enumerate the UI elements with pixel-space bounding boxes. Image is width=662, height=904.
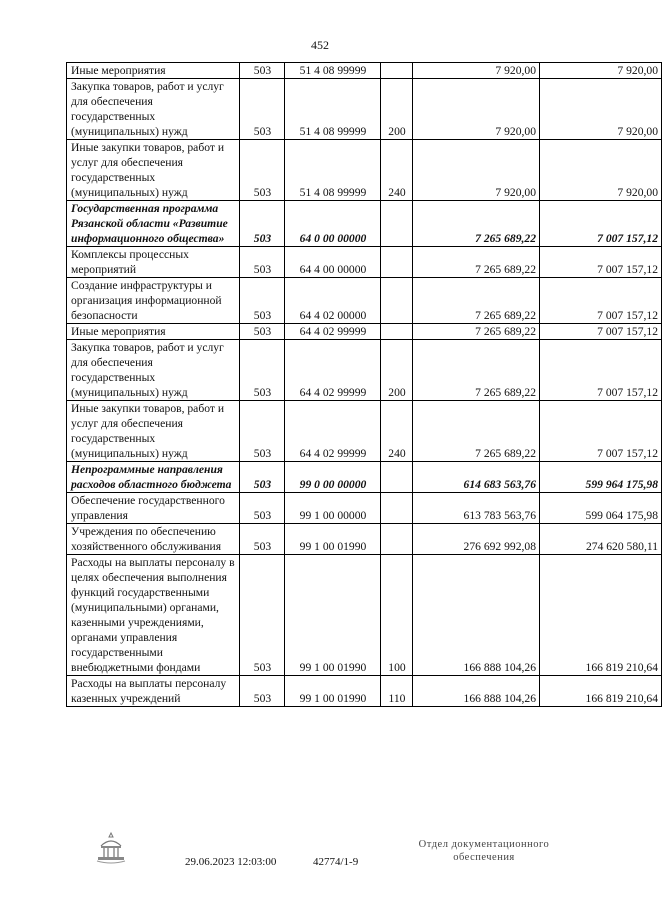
row-ved-cell: 503	[240, 340, 285, 401]
row-amount-2023-cell: 614 683 563,76	[413, 462, 540, 493]
row-name-cell: Учреждения по обеспечению хозяйственного обслуживания	[67, 524, 240, 555]
row-name-cell: Комплексы процессных мероприятий	[67, 247, 240, 278]
row-name-cell: Закупка товаров, работ и услуг для обеспечения государственных (муниципальных) нужд	[67, 340, 240, 401]
row-amount-2023-cell: 276 692 992,08	[413, 524, 540, 555]
row-amount-2023-cell: 613 783 563,76	[413, 493, 540, 524]
duma-logo-icon	[95, 830, 127, 864]
row-amount-2024-cell: 7 007 157,12	[540, 201, 662, 247]
row-amount-2023-cell: 7 265 689,22	[413, 401, 540, 462]
row-name-cell: Расходы на выплаты персоналу казенных учреждений	[67, 676, 240, 707]
row-amount-2024-cell: 599 964 175,98	[540, 462, 662, 493]
row-vr-cell: 100	[381, 555, 413, 676]
row-ved-cell: 503	[240, 324, 285, 340]
row-amount-2023-cell: 166 888 104,26	[413, 555, 540, 676]
row-name-cell: Расходы на выплаты персоналу в целях обеспечения выполнения функций государственными (муниципальными) органами, казенными учреждениями, органами управления государственными внебюджетными фондами	[67, 555, 240, 676]
row-ved-cell: 503	[240, 524, 285, 555]
row-vr-cell: 200	[381, 340, 413, 401]
row-amount-2023-cell: 7 920,00	[413, 140, 540, 201]
row-vr-cell: 240	[381, 140, 413, 201]
row-amount-2024-cell: 7 007 157,12	[540, 247, 662, 278]
row-amount-2023-cell: 7 265 689,22	[413, 324, 540, 340]
row-amount-2023-cell: 166 888 104,26	[413, 676, 540, 707]
row-ved-cell: 503	[240, 201, 285, 247]
row-csr-cell: 99 1 00 01990	[285, 555, 381, 676]
row-vr-cell	[381, 247, 413, 278]
row-name-cell: Государственная программа Рязанской области «Развитие информационного общества»	[67, 201, 240, 247]
row-vr-cell	[381, 324, 413, 340]
row-amount-2024-cell: 274 620 580,11	[540, 524, 662, 555]
row-amount-2024-cell: 166 819 210,64	[540, 555, 662, 676]
row-csr-cell: 99 1 00 01990	[285, 676, 381, 707]
row-ved-cell: 503	[240, 278, 285, 324]
row-ved-cell: 503	[240, 493, 285, 524]
footer-doc-number: 42774/1-9	[313, 856, 359, 868]
row-vr-cell	[381, 278, 413, 324]
table-row	[67, 278, 662, 324]
row-csr-cell: 64 4 02 99999	[285, 340, 381, 401]
row-amount-2024-cell: 7 920,00	[540, 140, 662, 201]
row-csr-cell: 64 4 02 99999	[285, 401, 381, 462]
row-name-cell: Закупка товаров, работ и услуг для обеспечения государственных (муниципальных) нужд	[67, 79, 240, 140]
row-csr-cell: 51 4 08 99999	[285, 140, 381, 201]
row-name-cell: Иные мероприятия	[67, 324, 240, 340]
table-row	[67, 676, 662, 707]
page-number: 452	[311, 38, 329, 52]
row-amount-2023-cell: 7 265 689,22	[413, 247, 540, 278]
row-amount-2024-cell: 7 007 157,12	[540, 278, 662, 324]
row-csr-cell: 64 4 02 00000	[285, 278, 381, 324]
row-csr-cell: 64 0 00 00000	[285, 201, 381, 247]
row-name-cell: Создание инфраструктуры и организация информационной безопасности	[67, 278, 240, 324]
row-ved-cell: 503	[240, 676, 285, 707]
row-name-cell: Обеспечение государственного управления	[67, 493, 240, 524]
row-name-cell: Иные закупки товаров, работ и услуг для обеспечения государственных (муниципальных) нужд	[67, 140, 240, 201]
row-ved-cell: 503	[240, 462, 285, 493]
table-row	[67, 79, 662, 140]
table-row	[67, 63, 662, 79]
row-vr-cell	[381, 493, 413, 524]
row-amount-2024-cell: 7 920,00	[540, 63, 662, 79]
footer-timestamp: 29.06.2023 12:03:00	[185, 856, 277, 868]
budget-table	[66, 62, 662, 707]
row-vr-cell	[381, 524, 413, 555]
row-ved-cell: 503	[240, 247, 285, 278]
department-stamp	[404, 838, 564, 864]
row-amount-2024-cell: 7 007 157,12	[540, 401, 662, 462]
row-csr-cell: 99 1 00 01990	[285, 524, 381, 555]
row-ved-cell: 503	[240, 79, 285, 140]
table-row	[67, 462, 662, 493]
table-row	[67, 493, 662, 524]
row-csr-cell: 51 4 08 99999	[285, 63, 381, 79]
row-vr-cell	[381, 201, 413, 247]
row-csr-cell: 99 0 00 00000	[285, 462, 381, 493]
stamp-line-2: обеспечения	[453, 852, 515, 863]
table-row	[67, 140, 662, 201]
row-amount-2023-cell: 7 265 689,22	[413, 201, 540, 247]
table-row	[67, 201, 662, 247]
table-row	[67, 555, 662, 676]
row-csr-cell: 51 4 08 99999	[285, 79, 381, 140]
row-amount-2024-cell: 166 819 210,64	[540, 676, 662, 707]
row-vr-cell	[381, 462, 413, 493]
row-amount-2024-cell: 7 920,00	[540, 79, 662, 140]
row-vr-cell: 110	[381, 676, 413, 707]
row-ved-cell: 503	[240, 140, 285, 201]
row-vr-cell	[381, 63, 413, 79]
row-name-cell: Непрограммные направления расходов областного бюджета	[67, 462, 240, 493]
row-vr-cell: 240	[381, 401, 413, 462]
row-amount-2024-cell: 7 007 157,12	[540, 324, 662, 340]
row-csr-cell: 64 4 02 99999	[285, 324, 381, 340]
row-amount-2024-cell: 599 064 175,98	[540, 493, 662, 524]
table-row	[67, 524, 662, 555]
row-ved-cell: 503	[240, 63, 285, 79]
table-row	[67, 324, 662, 340]
row-name-cell: Иные мероприятия	[67, 63, 240, 79]
row-amount-2023-cell: 7 265 689,22	[413, 278, 540, 324]
row-amount-2024-cell: 7 007 157,12	[540, 340, 662, 401]
row-vr-cell: 200	[381, 79, 413, 140]
table-row	[67, 401, 662, 462]
table-row	[67, 340, 662, 401]
row-name-cell: Иные закупки товаров, работ и услуг для обеспечения государственных (муниципальных) нужд	[67, 401, 240, 462]
row-ved-cell: 503	[240, 555, 285, 676]
row-csr-cell: 64 4 00 00000	[285, 247, 381, 278]
row-amount-2023-cell: 7 265 689,22	[413, 340, 540, 401]
row-csr-cell: 99 1 00 00000	[285, 493, 381, 524]
stamp-line-1: Отдел документационного	[418, 839, 550, 850]
table-row	[67, 247, 662, 278]
row-amount-2023-cell: 7 920,00	[413, 79, 540, 140]
row-ved-cell: 503	[240, 401, 285, 462]
row-amount-2023-cell: 7 920,00	[413, 63, 540, 79]
